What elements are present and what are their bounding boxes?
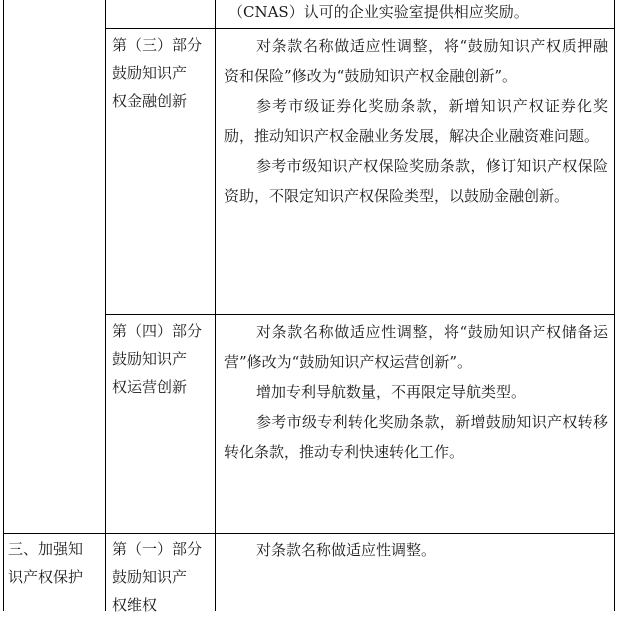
row-divider-2	[105, 314, 615, 315]
table-border-left	[3, 0, 4, 611]
row-label-part-one: 第（一）部分 鼓励知识产 权维权	[112, 540, 203, 614]
paragraph: 参考市级专利转化奖励条款，新增鼓励知识产权转移转化条款，推动专利快速转化工作。	[224, 413, 608, 461]
paragraph: 对条款名称做适应性调整，将“鼓励知识产权储备运营”修改为“鼓励知识产权运营创新”。	[224, 323, 608, 371]
paragraph: 对条款名称做适应性调整。	[256, 541, 437, 559]
row-content-part-four	[224, 317, 608, 467]
row-content-part-one	[224, 535, 608, 565]
paragraph: 增加专利导航数量，不再限定导航类型。	[256, 383, 527, 401]
paragraph: 参考市级证券化奖励条款，新增知识产权证券化奖励，推动知识产权金融业务发展，解决企业融资难问题。	[224, 97, 608, 145]
row-label-part-four: 第（四）部分 鼓励知识产 权运营创新	[112, 322, 203, 396]
paragraph: 对条款名称做适应性调整，将“鼓励知识产权质押融资和保险”修改为“鼓励知识产权金融创新”。	[224, 37, 608, 85]
table-border-right	[614, 0, 615, 611]
continued-text-cell	[228, 0, 608, 27]
row-divider-3	[3, 533, 615, 534]
continued-text: （CNAS）认可的企业实验室提供相应奖励。	[228, 3, 529, 21]
paragraph: 参考市级知识产权保险奖励条款，修订知识产权保险资助，不限定知识产权保险类型，以鼓励金融创新。	[224, 157, 608, 205]
column-divider-1	[105, 0, 106, 611]
row-label-part-three: 第（三）部分 鼓励知识产 权金融创新	[112, 36, 203, 110]
section-label-protection: 三、加强知 识产权保护	[8, 540, 84, 586]
row-divider-1	[105, 28, 615, 29]
row-content-part-three	[224, 31, 608, 211]
column-divider-2	[215, 0, 216, 611]
